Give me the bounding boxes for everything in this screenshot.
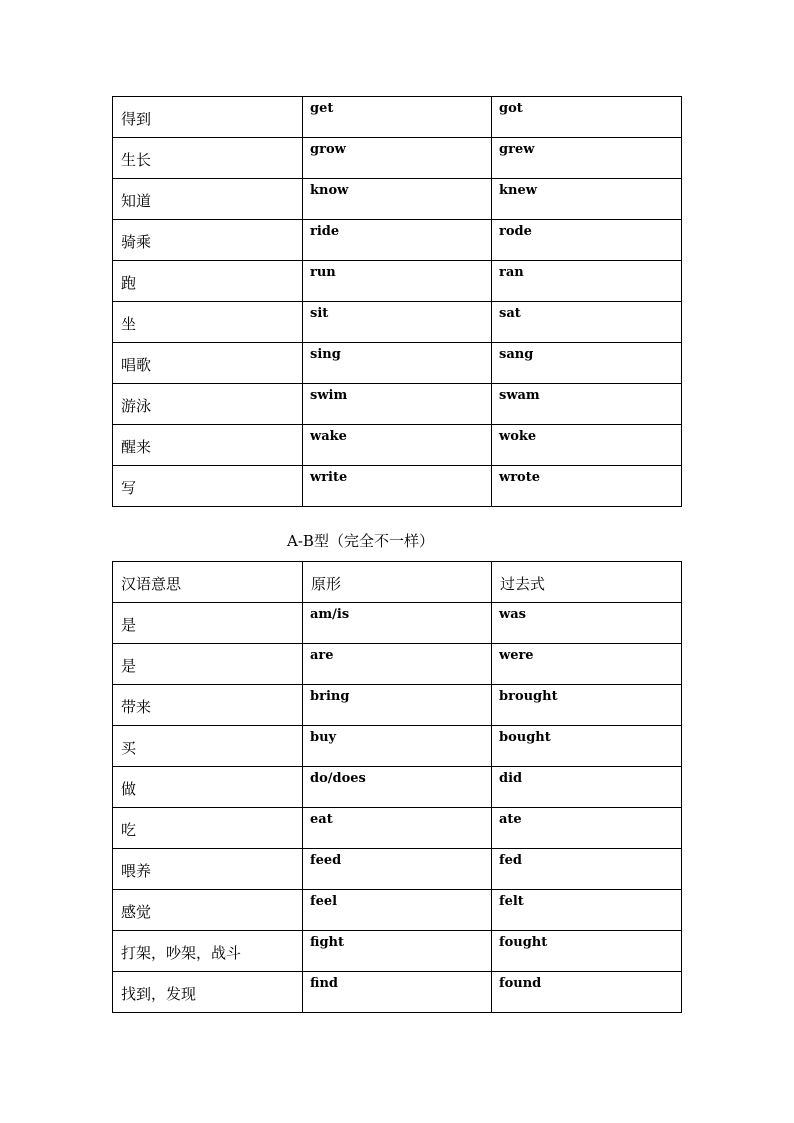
base-form: swim	[310, 388, 348, 403]
past-tense: sat	[499, 306, 521, 321]
table-cell-past	[492, 849, 682, 890]
table-cell-base	[303, 261, 492, 302]
base-form: bring	[310, 689, 350, 704]
table-cell-past	[492, 931, 682, 972]
table-row	[113, 972, 682, 1013]
header-cell-past	[492, 562, 682, 603]
table-cell-past	[492, 890, 682, 931]
section-type-label: A-B	[287, 532, 314, 550]
table-row	[113, 726, 682, 767]
header-meaning: 汉语意思	[121, 575, 182, 593]
table-cell-base	[303, 685, 492, 726]
table-cell-base	[303, 466, 492, 507]
base-form: sing	[310, 347, 341, 362]
table-cell-base	[303, 179, 492, 220]
past-tense: were	[499, 648, 534, 663]
chinese-meaning: 找到，发现	[121, 985, 197, 1003]
chinese-meaning: 骑乘	[121, 233, 152, 251]
table-cell-meaning	[113, 138, 303, 179]
table-cell-meaning	[113, 685, 303, 726]
table-cell-meaning	[113, 849, 303, 890]
table-cell-past	[492, 384, 682, 425]
base-form: sit	[310, 306, 329, 321]
table-cell-base	[303, 644, 492, 685]
table-row	[113, 138, 682, 179]
table-cell-meaning	[113, 220, 303, 261]
table-cell-past	[492, 972, 682, 1013]
verb-table-1-body	[113, 97, 682, 507]
table-cell-past	[492, 644, 682, 685]
table-cell-meaning	[113, 931, 303, 972]
base-form: buy	[310, 730, 337, 745]
chinese-meaning: 带来	[121, 698, 152, 716]
table-row	[113, 685, 682, 726]
past-tense: felt	[499, 894, 524, 909]
section-heading-a-b	[287, 530, 434, 551]
table-cell-meaning	[113, 808, 303, 849]
base-form: write	[310, 470, 348, 485]
past-tense: ran	[499, 265, 524, 280]
verb-table-1	[112, 96, 682, 507]
table-row	[113, 302, 682, 343]
table-row	[113, 97, 682, 138]
chinese-meaning: 吃	[121, 821, 137, 839]
chinese-meaning: 坐	[121, 315, 137, 333]
past-tense: was	[499, 607, 526, 622]
base-form: feel	[310, 894, 338, 909]
table-cell-base	[303, 603, 492, 644]
table-cell-past	[492, 685, 682, 726]
base-form: eat	[310, 812, 333, 827]
past-tense: brought	[499, 689, 558, 704]
chinese-meaning: 买	[121, 739, 137, 757]
chinese-meaning: 游泳	[121, 397, 152, 415]
table-cell-meaning	[113, 384, 303, 425]
table-cell-past	[492, 302, 682, 343]
table-cell-past	[492, 138, 682, 179]
past-tense: wrote	[499, 470, 540, 485]
past-tense: did	[499, 771, 523, 786]
verb-table-2-body	[113, 562, 682, 1013]
table-cell-past	[492, 343, 682, 384]
table-row	[113, 384, 682, 425]
table-cell-base	[303, 220, 492, 261]
table-cell-meaning	[113, 603, 303, 644]
chinese-meaning: 跑	[121, 274, 137, 292]
table-cell-past	[492, 220, 682, 261]
table-cell-meaning	[113, 890, 303, 931]
base-form: know	[310, 183, 349, 198]
chinese-meaning: 做	[121, 780, 137, 798]
base-form: do/does	[310, 771, 366, 786]
table-cell-base	[303, 726, 492, 767]
past-tense: ate	[499, 812, 522, 827]
table-cell-past	[492, 466, 682, 507]
past-tense: grew	[499, 142, 535, 157]
table-cell-base	[303, 808, 492, 849]
base-form: am/is	[310, 607, 350, 622]
verb-table-2	[112, 561, 682, 1013]
table-row	[113, 849, 682, 890]
table-cell-past	[492, 261, 682, 302]
table-row	[113, 466, 682, 507]
table-cell-meaning	[113, 972, 303, 1013]
header-cell-meaning	[113, 562, 303, 603]
table-cell-meaning	[113, 644, 303, 685]
table-cell-base	[303, 138, 492, 179]
header-past: 过去式	[500, 575, 546, 593]
table-cell-base	[303, 425, 492, 466]
past-tense: found	[499, 976, 542, 991]
chinese-meaning: 是	[121, 657, 137, 675]
chinese-meaning: 打架，吵架，战斗	[121, 944, 242, 962]
chinese-meaning: 写	[121, 479, 137, 497]
past-tense: swam	[499, 388, 540, 403]
table-row	[113, 261, 682, 302]
table-cell-meaning	[113, 179, 303, 220]
table-cell-meaning	[113, 726, 303, 767]
table-cell-base	[303, 384, 492, 425]
header-base: 原形	[311, 575, 342, 593]
table-cell-base	[303, 767, 492, 808]
table-row	[113, 890, 682, 931]
past-tense: fought	[499, 935, 548, 950]
table-cell-past	[492, 425, 682, 466]
table-cell-meaning	[113, 97, 303, 138]
table-cell-base	[303, 343, 492, 384]
base-form: feed	[310, 853, 342, 868]
table-row	[113, 767, 682, 808]
table-row	[113, 644, 682, 685]
chinese-meaning: 生长	[121, 151, 152, 169]
table-cell-meaning	[113, 425, 303, 466]
past-tense: woke	[499, 429, 537, 444]
chinese-meaning: 唱歌	[121, 356, 152, 374]
base-form: run	[310, 265, 336, 280]
base-form: ride	[310, 224, 340, 239]
past-tense: rode	[499, 224, 532, 239]
section-type-title: 型（完全不一样）	[313, 532, 434, 550]
table-row	[113, 603, 682, 644]
table-row	[113, 179, 682, 220]
past-tense: got	[499, 101, 523, 116]
table-header-row	[113, 562, 682, 603]
table-row	[113, 808, 682, 849]
table-row	[113, 220, 682, 261]
table-cell-past	[492, 726, 682, 767]
chinese-meaning: 是	[121, 616, 137, 634]
table-cell-meaning	[113, 343, 303, 384]
table-cell-meaning	[113, 466, 303, 507]
table-cell-past	[492, 97, 682, 138]
table-row	[113, 343, 682, 384]
table-cell-meaning	[113, 302, 303, 343]
past-tense: sang	[499, 347, 534, 362]
table-cell-past	[492, 603, 682, 644]
table-row	[113, 931, 682, 972]
table-cell-meaning	[113, 261, 303, 302]
past-tense: knew	[499, 183, 537, 198]
table-cell-base	[303, 302, 492, 343]
table-cell-past	[492, 179, 682, 220]
base-form: get	[310, 101, 334, 116]
table-cell-meaning	[113, 767, 303, 808]
table-cell-base	[303, 97, 492, 138]
table-cell-base	[303, 972, 492, 1013]
table-cell-base	[303, 890, 492, 931]
base-form: are	[310, 648, 334, 663]
chinese-meaning: 知道	[121, 192, 152, 210]
chinese-meaning: 得到	[121, 110, 152, 128]
base-form: wake	[310, 429, 347, 444]
past-tense: bought	[499, 730, 551, 745]
chinese-meaning: 喂养	[121, 862, 152, 880]
table-cell-base	[303, 849, 492, 890]
chinese-meaning: 醒来	[121, 438, 152, 456]
base-form: find	[310, 976, 338, 991]
base-form: grow	[310, 142, 346, 157]
past-tense: fed	[499, 853, 522, 868]
table-row	[113, 425, 682, 466]
header-cell-base	[303, 562, 492, 603]
table-cell-past	[492, 808, 682, 849]
table-cell-past	[492, 767, 682, 808]
base-form: fight	[310, 935, 344, 950]
chinese-meaning: 感觉	[121, 903, 152, 921]
table-cell-base	[303, 931, 492, 972]
